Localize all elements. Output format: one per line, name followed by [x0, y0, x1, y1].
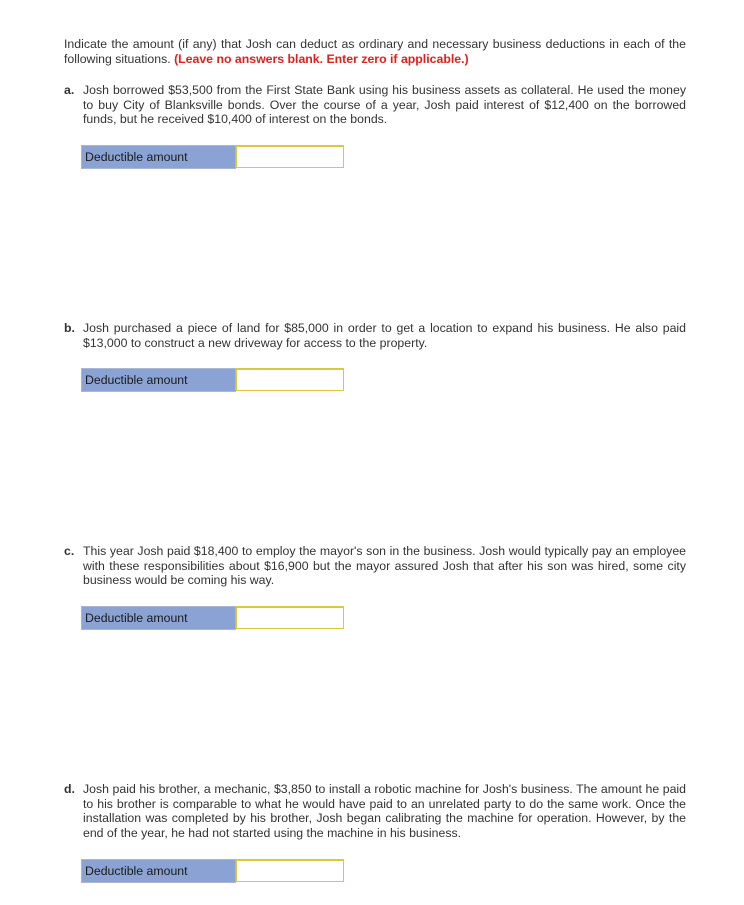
- answer-row-a: [81, 145, 344, 169]
- question-c: [64, 544, 686, 625]
- question-c-text: This year Josh paid $18,400 to employ the mayor's son in the business. Josh would typically pay an employee with these responsibilities about $16,900 but the mayor assured Josh that after his son was hired, some city business would be coming his way.: [83, 544, 686, 587]
- deductible-amount-input-a[interactable]: [236, 145, 344, 168]
- question-b-letter: b.: [64, 321, 75, 335]
- deductible-amount-label-a: Deductible amount: [81, 145, 236, 169]
- question-d-letter: d.: [64, 782, 75, 796]
- question-a-text: Josh borrowed $53,500 from the First State Bank using his business assets as collateral. He used the money to buy City of Blanksville bonds. Over the course of a year, Josh paid interest of $12,400 on the borrowed funds, but he received $10,400 of interest on the bonds.: [83, 83, 686, 126]
- deductible-amount-label-b: Deductible amount: [81, 368, 236, 392]
- deductible-amount-input-b[interactable]: [236, 368, 344, 391]
- deductible-amount-label-c: Deductible amount: [81, 606, 236, 630]
- question-d-text-block: [64, 782, 686, 840]
- instructions: [64, 37, 686, 66]
- instructions-text: Indicate the amount (if any) that Josh can deduct as ordinary and necessary business deductions in each of the following situations.: [64, 37, 686, 66]
- question-a-letter: a.: [64, 83, 75, 97]
- question-b-text-block: [64, 321, 686, 350]
- question-c-text-block: [64, 544, 686, 588]
- answer-row-b: [81, 368, 344, 392]
- question-b: [64, 321, 686, 387]
- question-d-text: Josh paid his brother, a mechanic, $3,850 to install a robotic machine for Josh's business. The amount he paid to his brother is comparable to what he would have paid to an unrelated party to do the same work. Once the installation was completed by his brother, Josh began calibrating the machine for operation. However, by the end of the year, he had not started using the machine in his business.: [83, 782, 686, 840]
- answer-row-d: [81, 859, 344, 883]
- question-c-letter: c.: [64, 544, 75, 558]
- answer-row-c: [81, 606, 344, 630]
- instructions-note: (Leave no answers blank. Enter zero if applicable.): [174, 51, 469, 66]
- question-d: [64, 782, 686, 878]
- deductible-amount-input-c[interactable]: [236, 606, 344, 629]
- question-b-text: Josh purchased a piece of land for $85,000 in order to get a location to expand his business. He also paid $13,000 to construct a new driveway for access to the property.: [83, 321, 686, 350]
- question-a: [64, 83, 686, 164]
- deductible-amount-input-d[interactable]: [236, 859, 344, 882]
- deductible-amount-label-d: Deductible amount: [81, 859, 236, 883]
- question-a-text-block: [64, 83, 686, 127]
